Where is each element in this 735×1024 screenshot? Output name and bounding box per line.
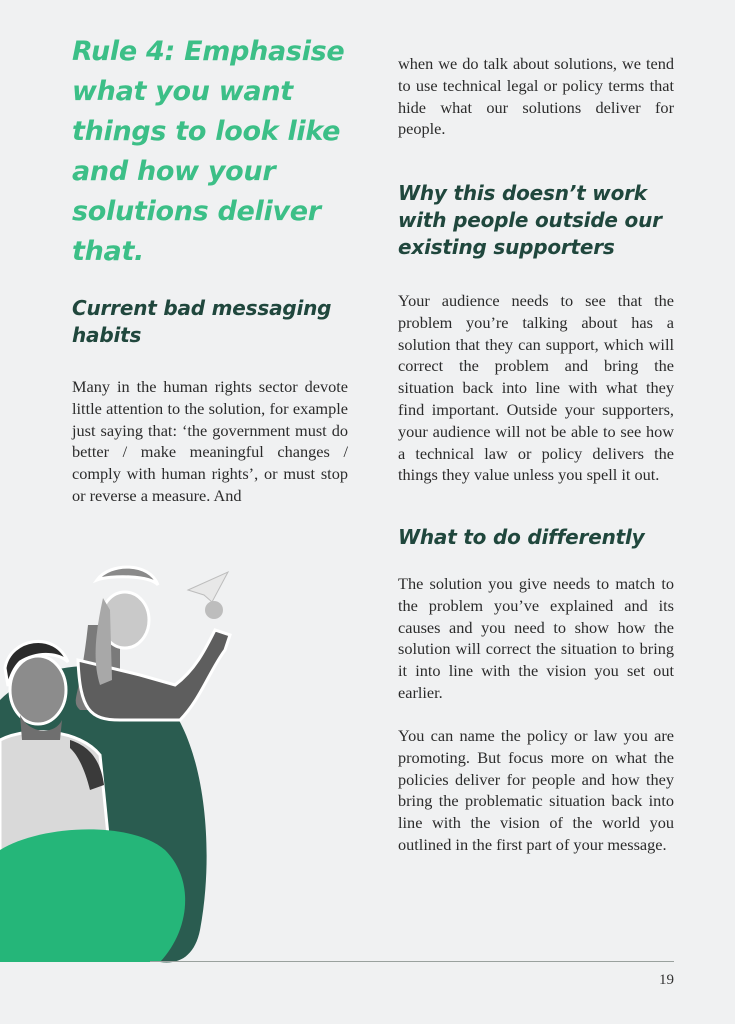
continuation-paragraph: when we do talk about solutions, we tend to use technical legal or policy terms that hide what our solutions deliver for people.: [398, 54, 674, 139]
page-number: 19: [659, 972, 674, 988]
girl-figure: [76, 567, 230, 720]
people-illustration: [0, 550, 260, 970]
why-heading: Why this doesn’t work with people outside our existing supporters: [398, 181, 662, 259]
current-habits-paragraph: Many in the human rights sector devote little attention to the solution, for example just saying that: ‘the government must do better / make meaningful changes / comply with human rights’, or must stop or reverse a measure. And: [72, 377, 348, 505]
main-heading: Rule 4: Emphasise what you want things to look like and how your solutions deliver that.: [72, 36, 345, 267]
green-blob: [0, 829, 185, 962]
what-to-do-paragraph-1: The solution you give needs to match to the problem you’ve explained and its causes and you need to show how the solution will correct the situation to bring it into line with the vision you set out earlier.: [398, 574, 674, 702]
what-to-do-paragraph-2: You can name the policy or law you are promoting. But focus more on what the policies deliver for people and how they bring the problematic situation back into line with the vision of the world you outlined in the first part of your message.: [398, 726, 674, 854]
what-to-do-heading: What to do differently: [398, 525, 645, 549]
current-habits-heading: Current bad messaging habits: [72, 296, 332, 347]
why-paragraph: Your audience needs to see that the problem you’re talking about has a solution that they can support, which will correct the problem and bring the situation back into line with what they find important. Outside your supporters, your audience will not be able to see how a technical law or policy delivers the things they value unless you spell it out.: [398, 291, 674, 485]
footer-divider: [150, 961, 674, 962]
